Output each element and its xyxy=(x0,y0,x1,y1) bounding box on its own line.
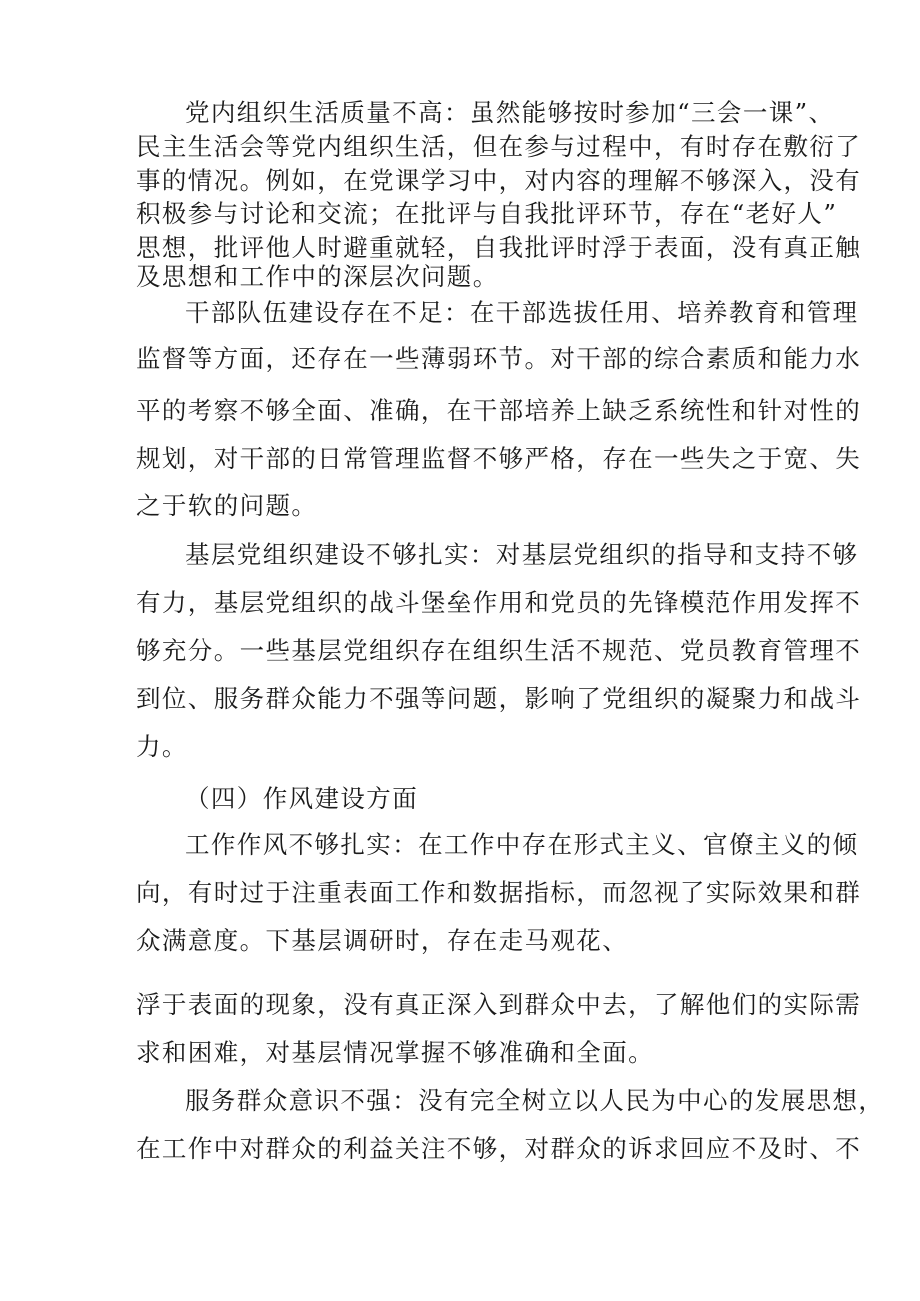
paragraph-6-line-1: 浮于表面的现象，没有真正深入到群众中去，了解他们的实际需 xyxy=(136,990,862,1019)
paragraph-3-line-5: 力。 xyxy=(136,732,188,761)
section-heading: （四）作风建设方面 xyxy=(185,784,419,813)
paragraph-1-line-4: 积极参与讨论和交流；在批评与自我批评环节，存在“老好人” xyxy=(136,199,838,228)
paragraph-3-line-3: 够充分。一些基层党组织存在组织生活不规范、党员教育管理不 xyxy=(136,636,862,665)
paragraph-6-line-2: 求和困难，对基层情况掌握不够准确和全面。 xyxy=(136,1038,654,1067)
paragraph-2-line-1: 干部队伍建设存在不足：在干部选拔任用、培养教育和管理 xyxy=(185,298,859,327)
paragraph-7-line-1: 服务群众意识不强：没有完全树立以人民为中心的发展思想， xyxy=(185,1086,885,1115)
paragraph-2-line-5: 之于软的问题。 xyxy=(136,491,318,520)
paragraph-3-line-4: 到位、服务群众能力不强等问题，影响了党组织的凝聚力和战斗 xyxy=(136,684,862,713)
paragraph-1-line-5: 思想，批评他人时避重就轻，自我批评时浮于表面，没有真正触 xyxy=(136,233,862,262)
paragraph-5-line-3: 众满意度。下基层调研时，存在走马观花、 xyxy=(136,926,629,955)
paragraph-7-line-2: 在工作中对群众的利益关注不够，对群众的诉求回应不及时、不 xyxy=(136,1134,862,1163)
paragraph-3-line-1: 基层党组织建设不够扎实：对基层党组织的指导和支持不够 xyxy=(185,540,859,569)
paragraph-1-line-1: 党内组织生活质量不高：虽然能够按时参加“三会一课”、 xyxy=(185,98,835,127)
paragraph-3-line-2: 有力，基层党组织的战斗堡垒作用和党员的先锋模范作用发挥不 xyxy=(136,588,862,617)
paragraph-5-line-2: 向，有时过于注重表面工作和数据指标，而忽视了实际效果和群 xyxy=(136,878,862,907)
paragraph-2-line-2: 监督等方面，还存在一些薄弱环节。对干部的综合素质和能力水 xyxy=(136,344,862,373)
paragraph-5-line-1: 工作作风不够扎实：在工作中存在形式主义、官僚主义的倾 xyxy=(185,830,859,859)
paragraph-1-line-3: 事的情况。例如，在党课学习中，对内容的理解不够深入，没有 xyxy=(136,166,862,195)
paragraph-1-line-2: 民主生活会等党内组织生活，但在参与过程中，有时存在敷衍了 xyxy=(136,132,862,161)
paragraph-1-line-6: 及思想和工作中的深层次问题。 xyxy=(136,262,499,291)
paragraph-2-line-4: 规划，对干部的日常管理监督不够严格，存在一些失之于宽、失 xyxy=(136,444,862,473)
paragraph-2-line-3: 平的考察不够全面、准确，在干部培养上缺乏系统性和针对性的 xyxy=(136,396,862,425)
